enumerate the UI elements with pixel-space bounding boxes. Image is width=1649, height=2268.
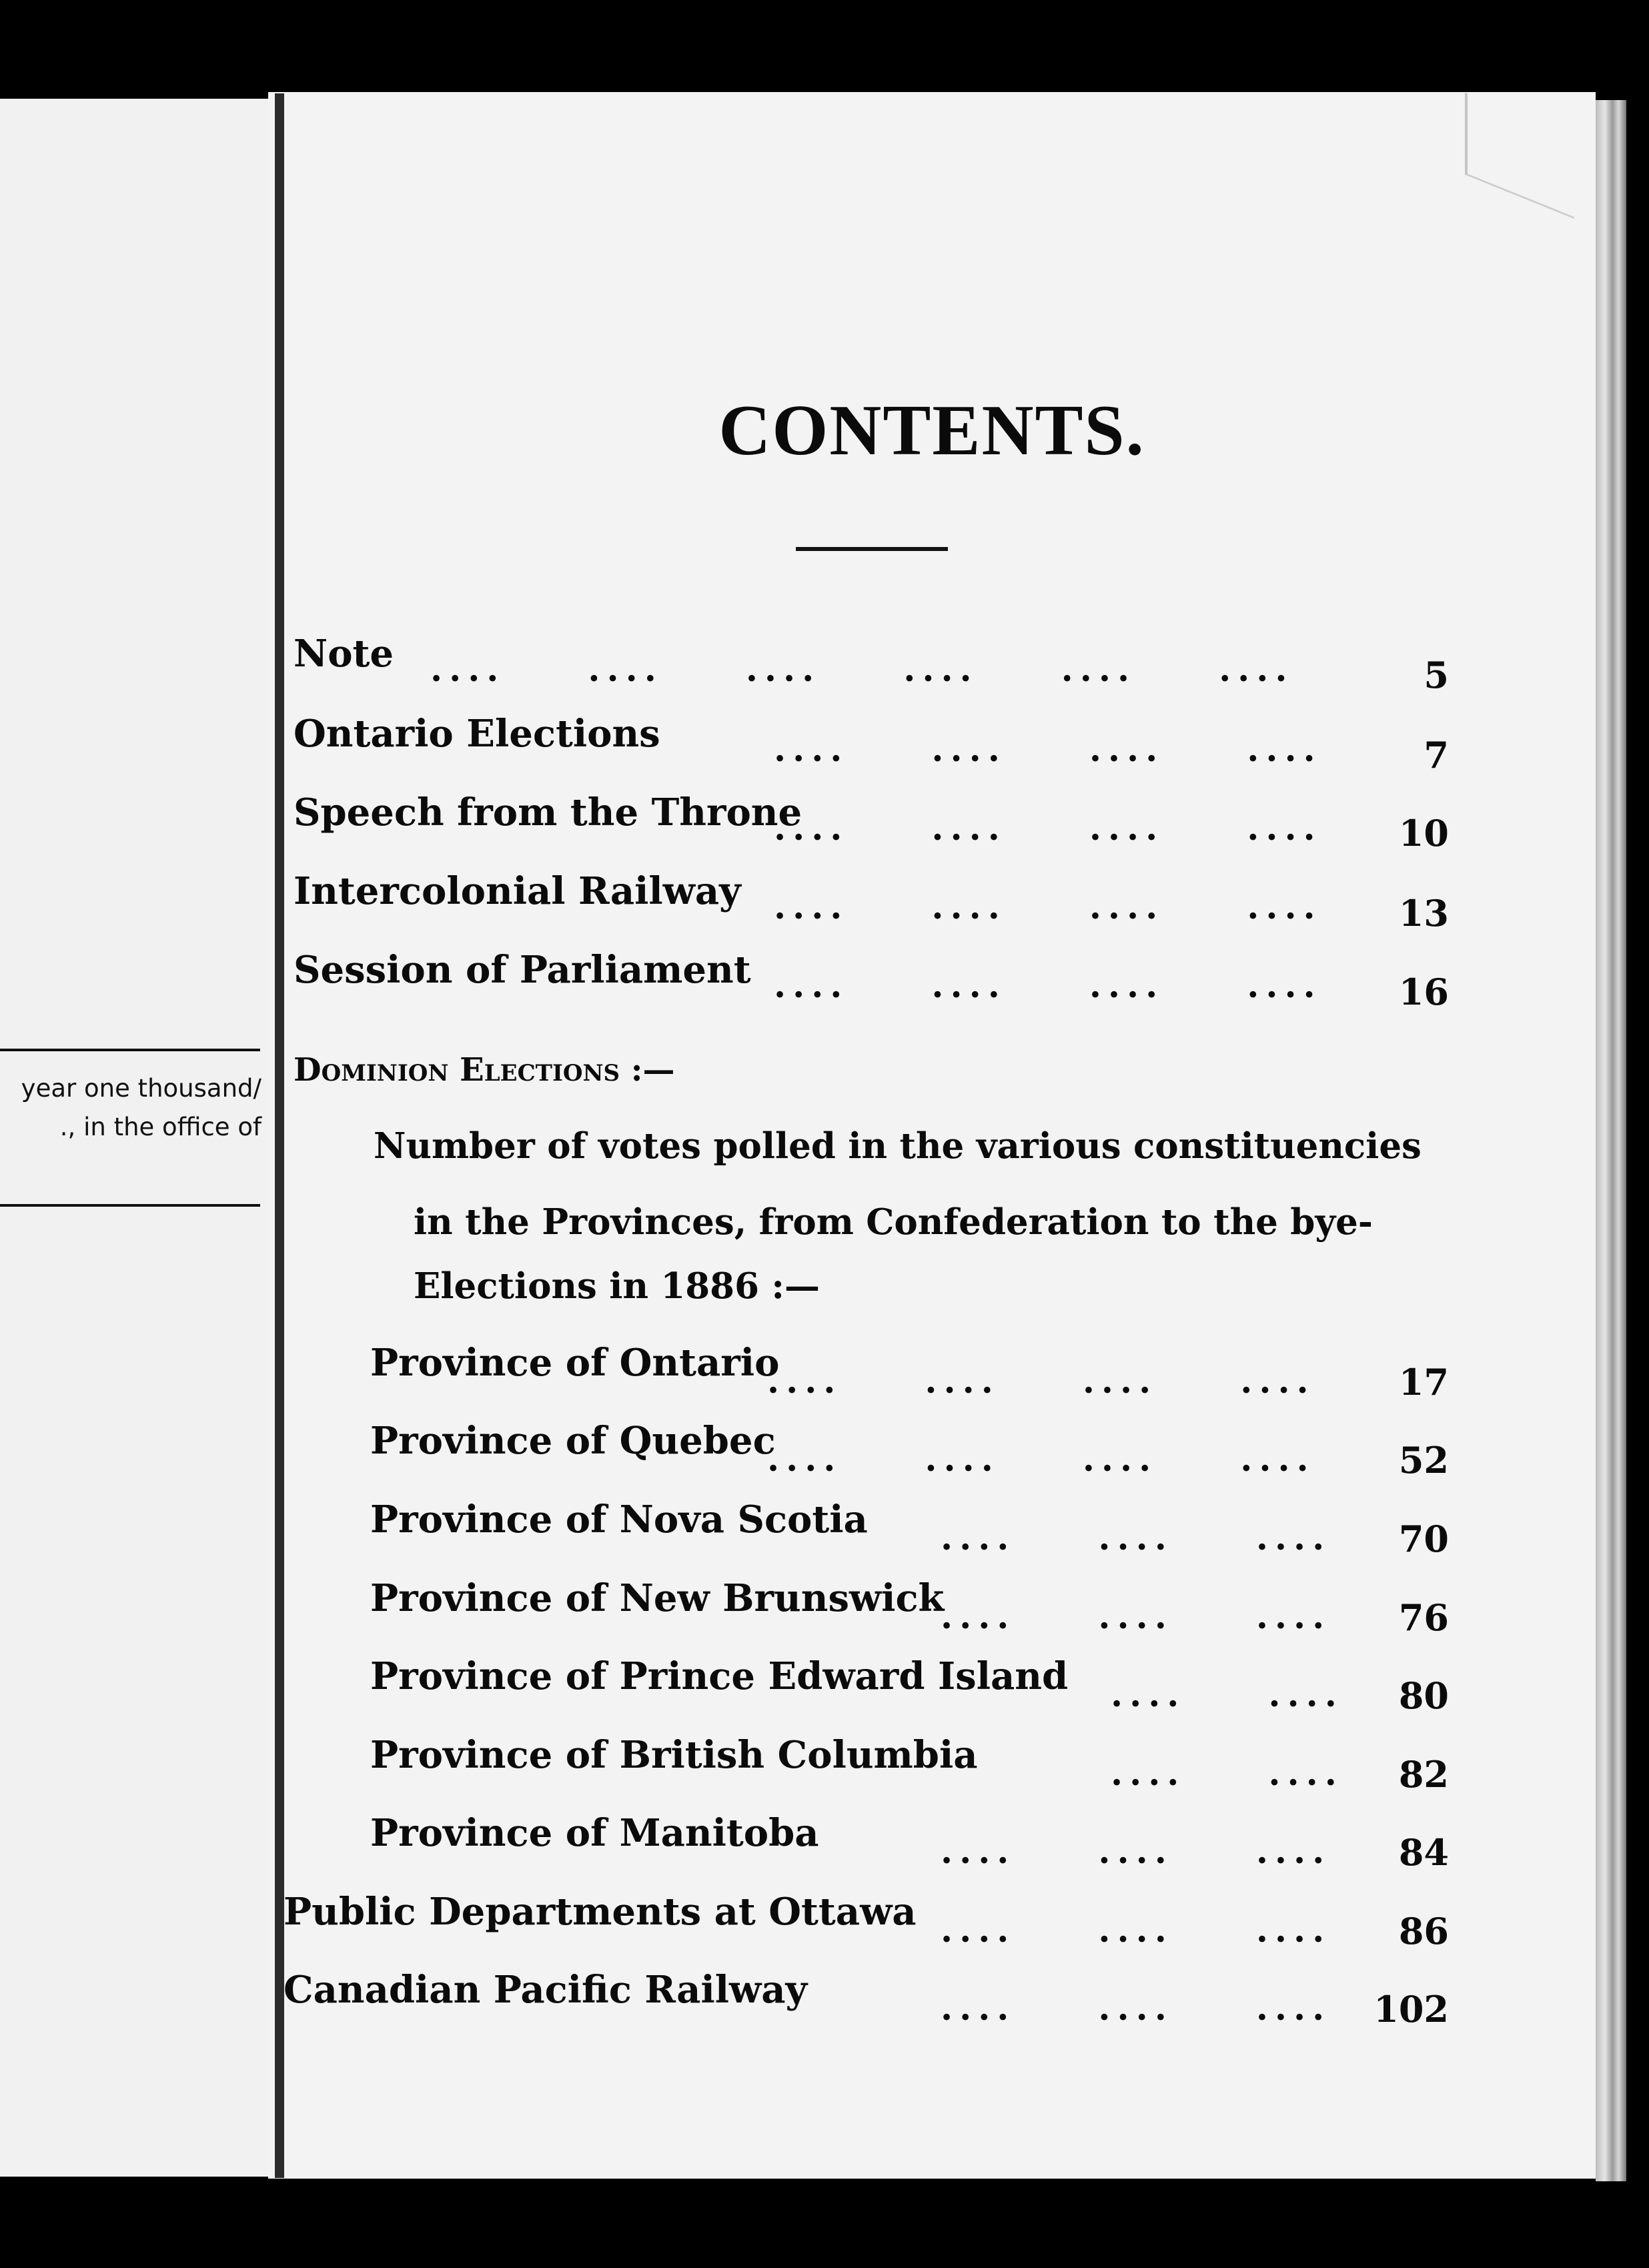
section-intro-line: in the Provinces, from Confederation to the bye- xyxy=(414,1201,1373,1243)
toc-entry-label: Province of British Columbia xyxy=(370,1733,978,1777)
toc-leader-dots: .... .... .... .... xyxy=(774,965,1322,1006)
section-intro-line: Number of votes polled in the various constituencies xyxy=(374,1125,1422,1167)
toc-entry-label: Province of Ontario xyxy=(370,1341,780,1385)
toc-leader-dots: .... .... .... .... xyxy=(774,808,1322,848)
toc-leader-dots: .... .... .... .... xyxy=(767,1439,1315,1480)
toc-entry-label: Speech from the Throne xyxy=(294,790,802,834)
section-intro-line: Elections in 1886 :— xyxy=(414,1265,820,1307)
toc-entry-page: 17 xyxy=(1398,1361,1449,1403)
page-title: CONTENTS. xyxy=(718,391,1145,470)
toc-leader-dots: .... .... .... xyxy=(941,1596,1331,1637)
toc-leader-dots: .... .... .... .... xyxy=(774,729,1322,770)
toc-leader-dots: .... .... .... .... .... .... xyxy=(430,649,1294,690)
toc-leader-dots: .... .... .... .... xyxy=(767,1361,1315,1401)
toc-entry-label: Canadian Pacific Railway xyxy=(284,1968,808,2012)
toc-entry-page: 10 xyxy=(1398,812,1449,855)
toc-entry-page: 82 xyxy=(1398,1753,1449,1796)
toc-leader-dots: .... .... .... .... xyxy=(774,887,1322,927)
facing-page-line: ., in the office of xyxy=(59,1113,261,1141)
toc-entry-label: Province of Manitoba xyxy=(370,1811,819,1855)
toc-entry-label: Province of New Brunswick xyxy=(370,1576,945,1620)
page-edge xyxy=(1596,100,1626,2181)
toc-entry-page: 13 xyxy=(1398,892,1449,935)
toc-leader-dots: .... .... xyxy=(1111,1753,1343,1794)
toc-leader-dots: .... .... .... xyxy=(941,1988,1331,2029)
toc-entry-label: Intercolonial Railway xyxy=(294,869,741,913)
toc-leader-dots: .... .... .... xyxy=(941,1910,1331,1950)
toc-entry-label: Province of Prince Edward Island xyxy=(370,1654,1069,1698)
toc-entry-page: 80 xyxy=(1398,1674,1449,1717)
toc-leader-dots: .... .... .... xyxy=(941,1518,1331,1558)
toc-entry-page: 70 xyxy=(1398,1518,1449,1560)
toc-entry-page: 102 xyxy=(1373,1988,1449,2031)
section-heading: Dominion Elections :— xyxy=(294,1051,675,1089)
toc-entry-page: 84 xyxy=(1398,1831,1449,1874)
toc-leader-dots: .... .... xyxy=(1111,1674,1343,1715)
toc-leader-dots: .... .... .... xyxy=(941,1831,1331,1872)
toc-entry-label: Province of Quebec xyxy=(370,1419,776,1463)
toc-entry-label: Public Departments at Ottawa xyxy=(284,1890,917,1934)
toc-entry-label: Ontario Elections xyxy=(294,712,660,756)
toc-entry-page: 52 xyxy=(1398,1439,1449,1482)
toc-entry-page: 5 xyxy=(1424,654,1449,696)
toc-entry-page: 7 xyxy=(1424,734,1449,776)
toc-entry-page: 76 xyxy=(1398,1596,1449,1639)
facing-page-rule-bottom xyxy=(0,1204,260,1207)
title-rule xyxy=(796,547,948,551)
toc-entry-page: 86 xyxy=(1398,1910,1449,1952)
toc-entry-label: Session of Parliament xyxy=(294,948,751,992)
toc-entry-page: 16 xyxy=(1398,971,1449,1013)
facing-page-line: year one thousand/ xyxy=(21,1074,261,1103)
facing-page-rule-top xyxy=(0,1049,260,1051)
toc-entry-label: Province of Nova Scotia xyxy=(370,1498,868,1542)
toc-entry-label: Note xyxy=(294,632,394,676)
